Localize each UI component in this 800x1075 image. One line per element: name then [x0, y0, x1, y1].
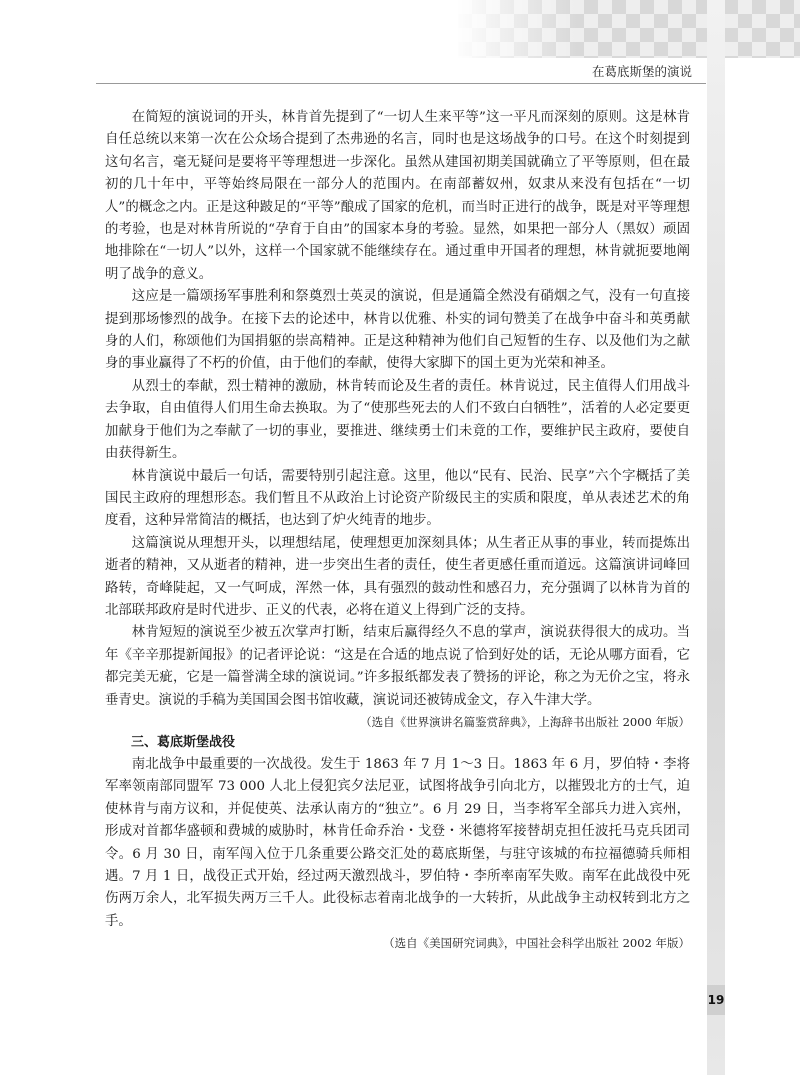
section-body: 南北战争中最重要的一次战役。发生于 1863 年 7 月 1～3 日。1863 年 6 月，罗伯特・李将军率领南部同盟军 73 000 人北上侵犯宾夕法尼亚，试图将战争引向北方，以摧毁北方的士气，迫使林肯与南方议和，并促使英、法承认南方的“独立”。6 月 29 日，当李将军全部兵力进入宾州，形成对首都华盛顿和费城的威胁时，林肯任命乔治・戈登・米德将军接替胡克担任波托马克兵团司令。6 月 30 日，南军闯入位于几条重要公路交汇处的葛底斯堡，与驻守该城的布拉福德骑兵师相遇。7 月 1 日，战役正式开始，经过两天激烈战斗，罗伯特・李所率南军失败。南军在此战役中死伤两万余人，北军损失两万三千人。此役标志着南北战争的一大转折，从此战争主动权转到北方之手。 [105, 756, 690, 929]
running-header-title: 在葛底斯堡的演说 [591, 64, 692, 79]
header-rule [96, 83, 706, 84]
paragraph-3: 从烈士的奉献，烈士精神的激励，林肯转而论及生者的责任。林肯说过，民主值得人们用战斗去争取，自由值得人们用生命去换取。为了“使那些死去的人们不致白白牺牲”，活着的人必定要更加献身于他们为之奉献了一切的事业，要推进、继续勇士们未竟的工作，要维护民主政府，要使自由获得新生。 [105, 378, 690, 462]
paragraph-1: 在简短的演说词的开头，林肯首先提到了“一切人生来平等”这一平凡而深刻的原则。这是林肯自任总统以来第一次在公众场合提到了杰弗逊的名言，同时也是这场战争的口号。在这个时刻提到这句名言，毫无疑问是要将平等理想进一步深化。虽然从建国初期美国就确立了平等原则，但在最初的几十年中，平等始终局限在一部分人的范围内。在南部蓄奴州，奴隶从来没有包括在“一切人”的概念之内。正是这种跛足的“平等”酿成了国家的危机，而当时正进行的战争，既是对平等理想的考验，也是对林肯所说的“孕育于自由”的国家本身的考验。显然，如果把一部分人（黑奴）顽固地排除在“一切人”以外，这样一个国家就不能继续存在。通过重申开国者的理想，林肯就扼要地阐明了战争的意义。 [105, 110, 690, 282]
paragraph-2: 这应是一篇颂扬军事胜利和祭奠烈士英灵的演说，但是通篇全然没有硝烟之气，没有一句直接提到那场惨烈的战争。在接下去的论述中，林肯以优雅、朴实的词句赞美了在战争中奋斗和英勇献身的人们，称颂他们为国捐躯的崇高精神。正是这种精神为他们自己短暂的生存、以及他们为之献身的事业赢得了不朽的价值，由于他们的奉献，使得大家脚下的国土更为光荣和神圣。 [105, 289, 690, 372]
main-content [105, 107, 690, 953]
source-citation-2: （选自《美国研究词典》，中国社会科学出版社 2002 年版） [383, 936, 690, 951]
header-decoration-fade [458, 0, 800, 58]
section-heading: 三、葛底斯堡战役 [131, 734, 236, 750]
source-citation-1: （选自《世界演讲名篇鉴赏辞典》，上海辞书出版社 2000 年版） [360, 714, 690, 729]
paragraph-5: 这篇演说从理想开头，以理想结尾，使理想更加深刻具体；从生者正从事的事业，转而提炼出逝者的精神，又从逝者的精神，进一步突出生者的责任，使生者更感任重而道远。这篇演讲词峰回路转，奇峰陡起，又一气呵成，浑然一体，具有强烈的鼓动性和感召力，充分强调了以林肯为首的北部联邦政府是时代进步、正义的代表，必将在道义上得到广泛的支持。 [105, 535, 690, 618]
paragraph-6: 林肯短短的演说至少被五次掌声打断，结束后赢得经久不息的掌声，演说获得很大的成功。当年《辛辛那提新闻报》的记者评论说：“这是在合适的地点说了恰到好处的话，无论从哪方面看，它都完美无疵，它是一篇誉满全球的演说词。”许多报纸都发表了赞扬的评论，称之为无价之宝，将永垂青史。演说的手稿为美国国会图书馆收藏，演说词还被铸成金文，存入牛津大学。 [105, 625, 690, 708]
page-number: 19 [707, 985, 725, 1015]
right-margin-bar [707, 0, 725, 1075]
paragraph-4: 林肯演说中最后一句话，需要特别引起注意。这里，他以“民有、民治、民享”六个字概括了美国民主政府的理想形态。我们暂且不从政治上讨论资产阶级民主的实质和限度，单从表述艺术的角度看，这种异常简洁的概括，也达到了炉火纯青的地步。 [105, 468, 690, 529]
